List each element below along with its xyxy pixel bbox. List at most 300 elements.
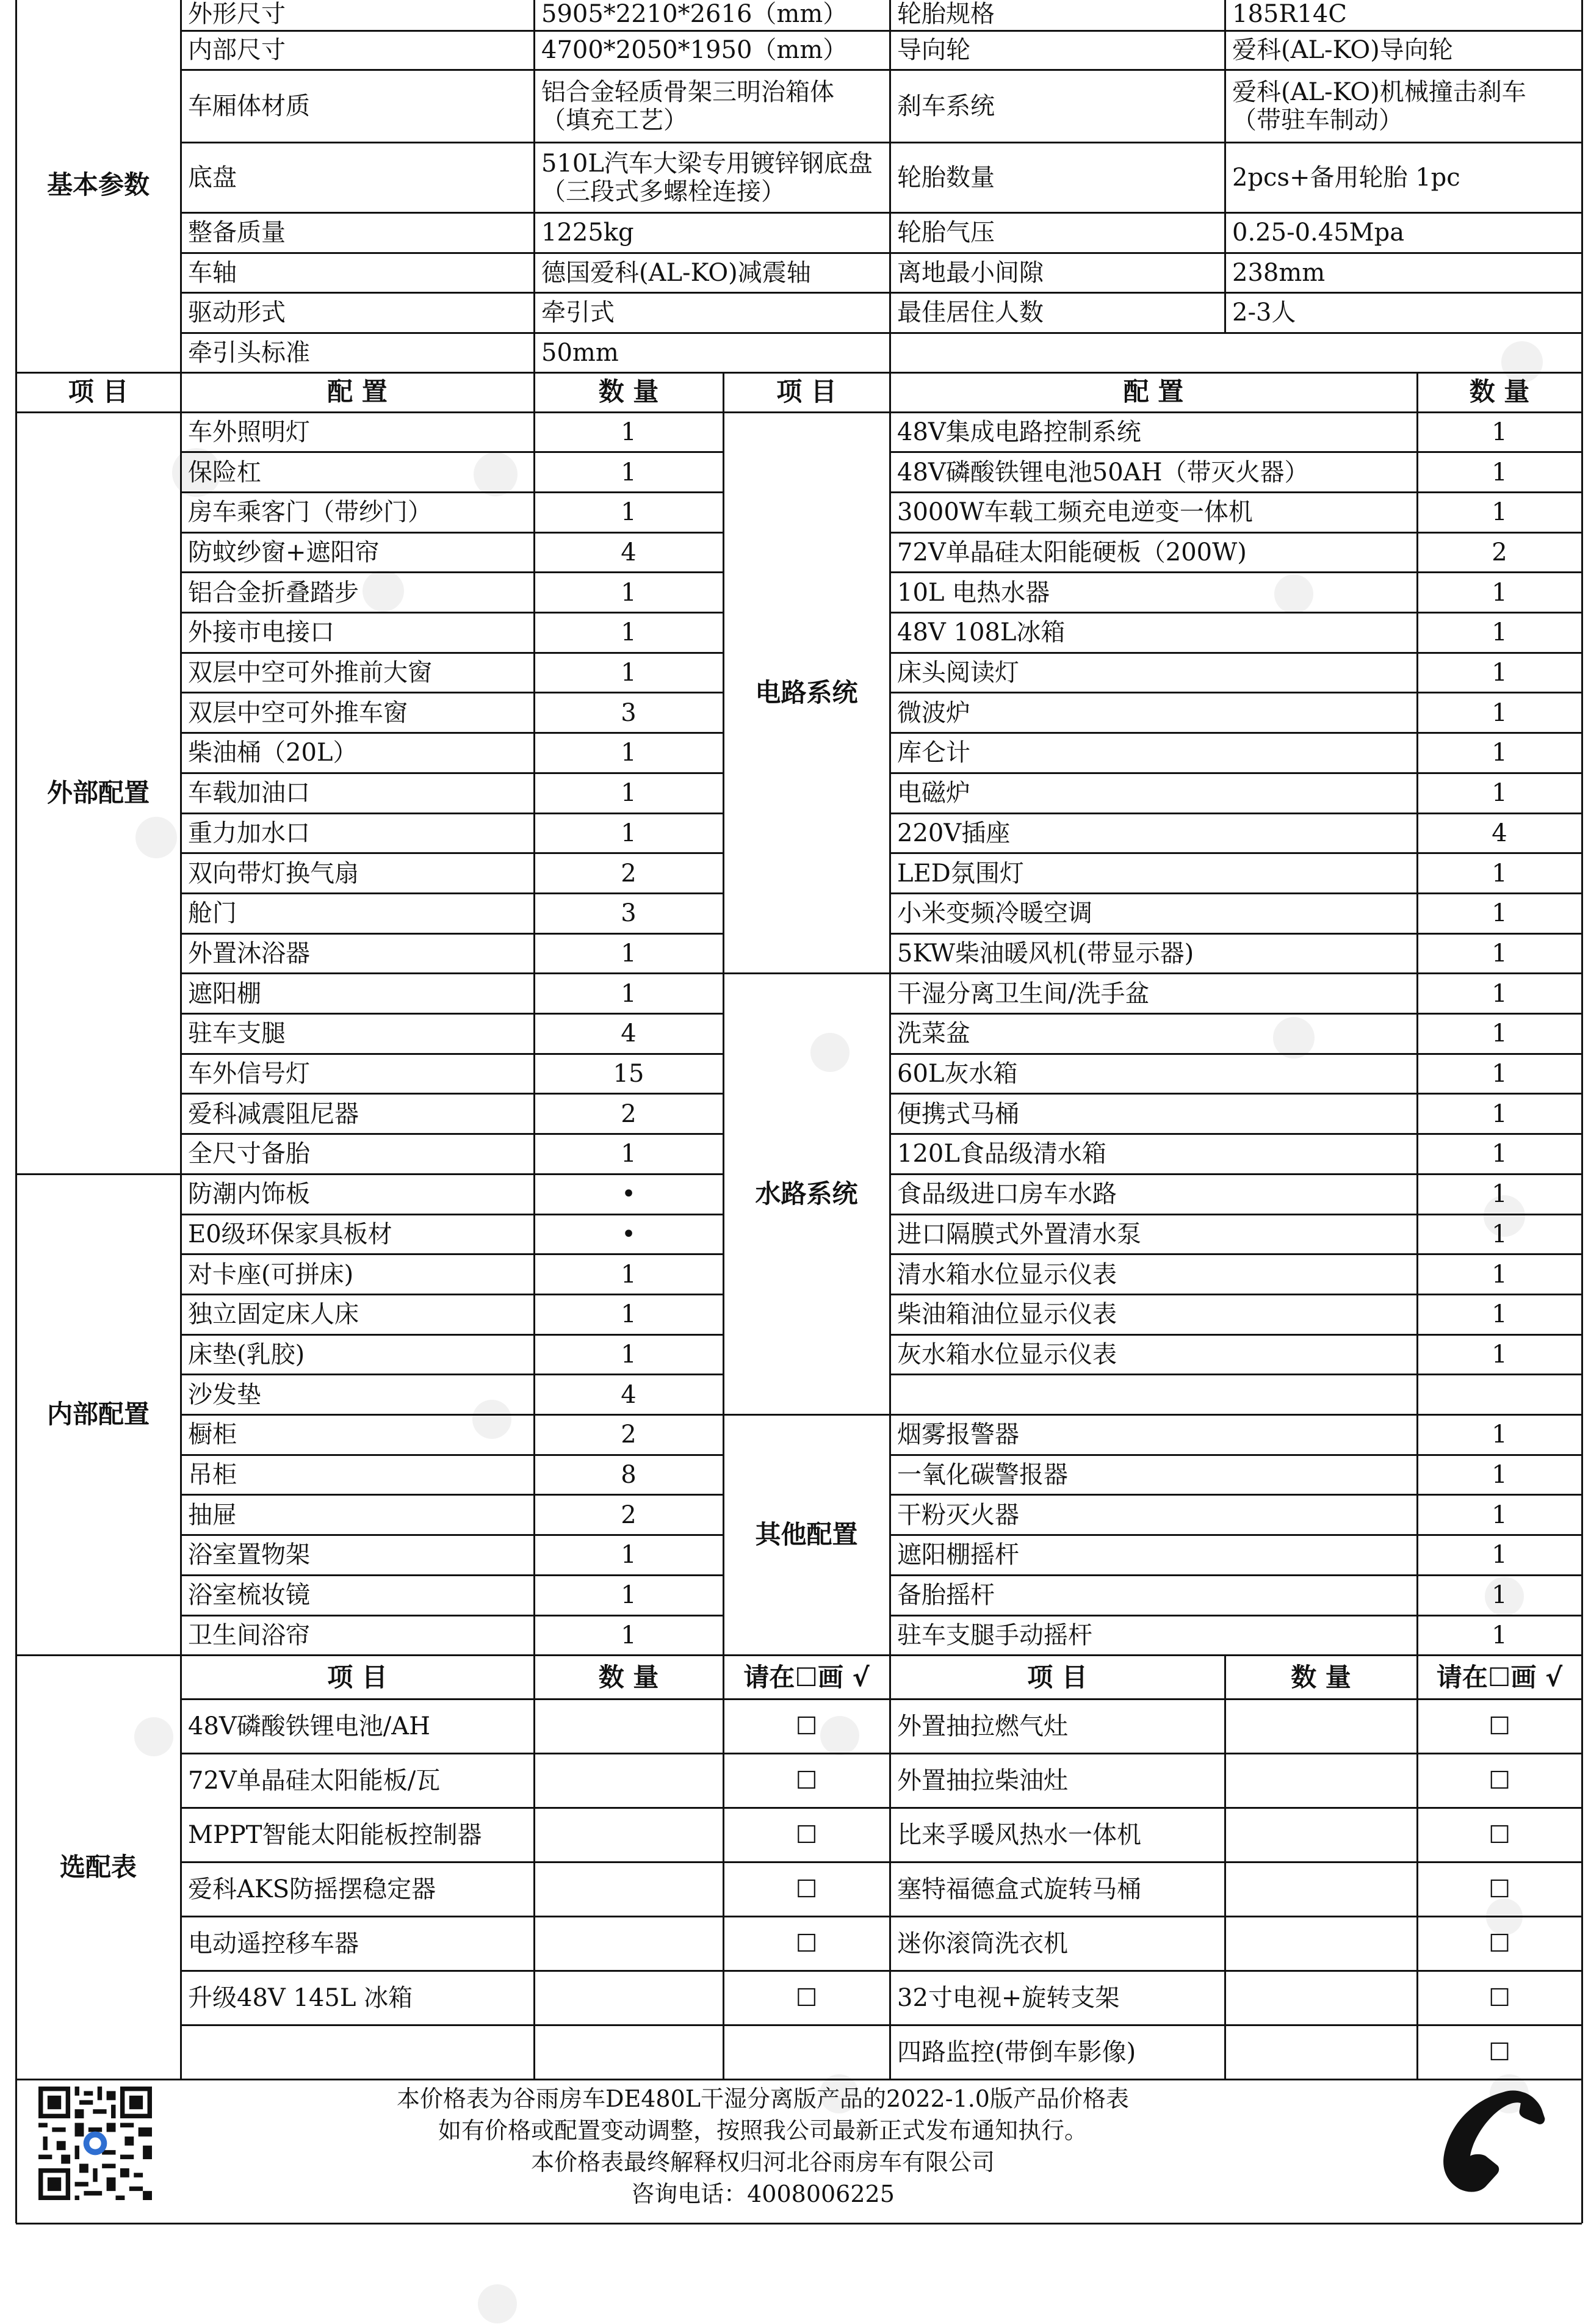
config-item-qty: 1 — [1492, 939, 1507, 968]
optional-checkbox: ☐ — [1488, 1930, 1510, 1958]
grid-line — [181, 892, 723, 894]
config-item-name: 外置沐浴器 — [188, 939, 310, 968]
grid-line — [181, 1214, 723, 1215]
config-item-qty: 8 — [621, 1461, 637, 1490]
config-item-qty: 1 — [621, 1300, 637, 1329]
config-item-qty: 4 — [621, 538, 637, 567]
grid-line — [181, 1013, 723, 1015]
config-item-qty: 1 — [621, 939, 637, 968]
grid-line — [181, 1574, 723, 1576]
grid-line — [181, 732, 723, 734]
optional-checkbox: ☐ — [795, 1821, 818, 1850]
config-item-name: 独立固定床人床 — [188, 1300, 359, 1329]
config-item-qty: 1 — [1492, 1421, 1507, 1449]
grid-line — [890, 1615, 1582, 1616]
grid-line — [890, 1053, 1582, 1055]
basic-param-value: 50mm — [541, 338, 619, 367]
grid-line — [15, 0, 17, 2223]
config-item-qty: 4 — [621, 1380, 637, 1409]
basic-param-value: 牵引式 — [541, 299, 615, 327]
config-item-name: 保险杠 — [188, 458, 261, 487]
config-item-name: 48V 108L冰箱 — [897, 618, 1066, 647]
column-header: 数 量 — [598, 377, 659, 407]
grid-line — [16, 2079, 1582, 2080]
basic-param-value: 铝合金轻质骨架三明治箱体 （填充工艺） — [541, 78, 834, 134]
grid-line — [890, 1534, 1582, 1536]
basic-param-label: 车轴 — [188, 258, 237, 287]
column-header: 项 目 — [68, 377, 129, 407]
config-item-name: E0级环保家具板材 — [188, 1220, 392, 1248]
config-item-name: 220V插座 — [897, 819, 1011, 847]
config-item-qty: 1 — [1492, 859, 1507, 888]
config-item-qty: 1 — [1492, 899, 1507, 928]
basic-param-label: 内部尺寸 — [188, 36, 286, 64]
optional-qty — [1225, 1862, 1417, 1917]
config-item-qty: 1 — [621, 418, 637, 446]
config-item-qty — [1417, 1375, 1582, 1415]
group-label: 水路系统 — [755, 1178, 858, 1209]
optional-qty — [1225, 1808, 1417, 1862]
grid-line — [890, 1133, 1582, 1135]
basic-param-label: 离地最小间隙 — [897, 258, 1044, 287]
grid-line — [181, 1133, 723, 1135]
config-item-name: 库仑计 — [897, 739, 970, 767]
config-item-name: 浴室置物架 — [188, 1541, 310, 1569]
optional-checkbox: ☐ — [1488, 1875, 1510, 1904]
config-item-qty: 1 — [1492, 1340, 1507, 1369]
optional-qty — [1225, 2025, 1417, 2080]
optional-item-name: 升级48V 145L 冰箱 — [188, 1984, 413, 2013]
config-item-name: 柴油箱油位显示仪表 — [897, 1300, 1117, 1329]
grid-line — [890, 451, 1582, 453]
basic-param-value: 4700*2050*1950（mm） — [541, 36, 848, 64]
config-item-qty: 1 — [1492, 618, 1507, 647]
phone-icon — [1434, 2088, 1550, 2198]
basic-param-value: 爱科(AL-KO)机械撞击刹车 （带驻车制动） — [1232, 78, 1526, 134]
config-item-qty: 1 — [1492, 1140, 1507, 1168]
config-item-name: 干粉灭火器 — [897, 1500, 1019, 1529]
config-item-qty: 1 — [1492, 1300, 1507, 1329]
basic-param-value: 0.25-0.45Mpa — [1232, 219, 1405, 247]
config-item-qty: • — [621, 1180, 636, 1209]
grid-line — [181, 772, 723, 774]
config-item-qty: 1 — [1492, 1500, 1507, 1529]
grid-line — [181, 1916, 1582, 1917]
group-label: 内部配置 — [46, 1399, 150, 1430]
grid-line — [181, 1861, 1582, 1863]
footer-phone: 咨询电话：4008006225 — [631, 2181, 895, 2207]
config-item-name: 全尺寸备胎 — [188, 1140, 310, 1168]
config-item-name: 5KW柴油暖风机(带显示器) — [897, 939, 1194, 968]
config-item-qty: 1 — [621, 819, 637, 847]
optional-checkbox: ☐ — [795, 1930, 818, 1958]
config-item-qty: 1 — [1492, 1180, 1507, 1209]
config-item-name: 卫生间浴帘 — [188, 1621, 310, 1649]
grid-line — [181, 252, 1582, 254]
grid-line — [181, 1807, 1582, 1809]
config-item-name — [890, 1375, 1417, 1415]
config-item-name: 备胎摇杆 — [897, 1581, 995, 1610]
config-item-qty: 1 — [1492, 578, 1507, 607]
config-item-name: 遮阳棚摇杆 — [897, 1541, 1019, 1569]
optional-column-header: 项 目 — [327, 1662, 388, 1692]
optional-checkbox: ☐ — [795, 1712, 818, 1741]
config-item-qty: 1 — [621, 1541, 637, 1569]
config-item-name: 48V集成电路控制系统 — [897, 418, 1141, 446]
basic-param-label: 最佳居住人数 — [897, 299, 1044, 327]
grid-line — [1224, 1656, 1226, 2080]
config-item-name: 干湿分离卫生间/洗手盆 — [897, 979, 1150, 1008]
optional-qty — [1225, 1917, 1417, 1971]
optional-qty — [1225, 1700, 1417, 1754]
optional-qty — [534, 1754, 723, 1808]
grid-line — [181, 852, 723, 854]
config-item-name: 对卡座(可拼床) — [188, 1260, 354, 1289]
grid-line — [889, 0, 891, 372]
config-item-qty: 1 — [1492, 1060, 1507, 1088]
config-item-name: 舱门 — [188, 899, 237, 928]
config-item-qty: 1 — [1492, 418, 1507, 446]
grid-line — [890, 852, 1582, 854]
optional-qty — [534, 1917, 723, 1971]
optional-item-name: 72V单晶硅太阳能板/瓦 — [188, 1767, 441, 1795]
grid-line — [890, 772, 1582, 774]
config-item-name: 48V磷酸铁锂电池50AH（带灭火器） — [897, 458, 1309, 487]
optional-item-name: 32寸电视+旋转支架 — [897, 1984, 1120, 2013]
config-item-qty: 1 — [1492, 659, 1507, 687]
grid-line — [181, 2024, 1582, 2026]
grid-line — [1416, 1656, 1418, 2080]
config-item-name: 72V单晶硅太阳能硬板（200W) — [897, 538, 1247, 567]
optional-item-name: 外置抽拉燃气灶 — [897, 1712, 1068, 1741]
config-item-name: 防蚊纱窗+遮阳帘 — [188, 538, 380, 567]
grid-line — [181, 69, 1582, 71]
config-item-name: 微波炉 — [897, 698, 970, 727]
optional-checkbox: ☐ — [1488, 1712, 1510, 1741]
optional-item-name: 外置抽拉柴油灶 — [897, 1767, 1068, 1795]
grid-line — [890, 1214, 1582, 1215]
config-item-qty: 1 — [621, 578, 637, 607]
config-item-qty: 3 — [621, 899, 637, 928]
config-item-name: 便携式马桶 — [897, 1099, 1019, 1128]
config-item-name: 一氧化碳警报器 — [897, 1461, 1068, 1490]
grid-line — [181, 1970, 1582, 1972]
config-item-qty: 15 — [613, 1060, 644, 1088]
config-item-name: 食品级进口房车水路 — [897, 1180, 1117, 1209]
grid-line — [181, 652, 723, 654]
optional-checkbox: ☐ — [795, 1875, 818, 1904]
config-item-name: 双层中空可外推前大窗 — [188, 659, 432, 687]
optional-checkbox: ☐ — [1488, 1821, 1510, 1850]
grid-line — [181, 1414, 723, 1416]
config-item-qty: 1 — [621, 1140, 637, 1168]
grid-line — [890, 1334, 1582, 1336]
optional-qty — [534, 1862, 723, 1917]
grid-line — [181, 142, 1582, 143]
grid-line — [723, 1654, 1582, 1656]
grid-line — [890, 612, 1582, 614]
config-item-qty: 1 — [1492, 1019, 1507, 1048]
grid-line — [181, 571, 723, 573]
column-header: 配 置 — [327, 377, 388, 407]
grid-line — [181, 212, 1582, 214]
optional-item-name: 爱科AKS防摇摆稳定器 — [188, 1875, 436, 1904]
optional-item-name: 四路监控(带倒车影像) — [897, 2038, 1136, 2067]
config-item-qty: 3 — [621, 698, 637, 727]
config-item-name: 遮阳棚 — [188, 979, 261, 1008]
grid-line — [181, 1494, 723, 1496]
optional-checkbox: ☐ — [795, 1984, 818, 2013]
section-label-basic: 基本参数 — [46, 169, 150, 200]
grid-line — [890, 491, 1582, 493]
optional-item-name — [181, 2025, 534, 2080]
config-item-qty: 1 — [1492, 739, 1507, 767]
grid-line — [181, 1753, 1582, 1754]
config-item-name: 车载加油口 — [188, 779, 310, 808]
optional-item-name: 塞特福德盒式旋转马桶 — [897, 1875, 1141, 1904]
config-item-qty: 1 — [621, 498, 637, 527]
config-item-qty: 1 — [1492, 1260, 1507, 1289]
grid-line — [181, 30, 1582, 32]
config-item-name: 浴室梳妆镜 — [188, 1581, 310, 1610]
config-item-qty: 1 — [1492, 1581, 1507, 1610]
optional-item-name: 迷你滚筒洗衣机 — [897, 1930, 1068, 1958]
config-item-qty: 1 — [1492, 698, 1507, 727]
config-item-qty: 2 — [621, 1421, 637, 1449]
grid-line — [180, 0, 182, 372]
config-item-qty: 2 — [621, 1099, 637, 1128]
optional-qty — [534, 2025, 723, 2080]
optional-checkbox: ☐ — [795, 1767, 818, 1795]
config-item-name: 进口隔膜式外置清水泵 — [897, 1220, 1141, 1248]
footer-line: 如有价格或配置变动调整，按照我公司最新正式发布通知执行。 — [438, 2117, 1088, 2144]
basic-param-label: 导向轮 — [897, 36, 970, 64]
footer-line: 本价格表为谷雨房车DE480L干湿分离版产品的2022-1.0版产品价格表 — [397, 2085, 1129, 2112]
config-item-name: 床头阅读灯 — [897, 659, 1019, 687]
config-item-qty: 1 — [621, 779, 637, 808]
grid-line — [890, 1454, 1582, 1456]
basic-param-label: 刹车系统 — [897, 92, 995, 120]
optional-item-name: MPPT智能太阳能板控制器 — [188, 1821, 482, 1850]
config-item-name: 双向带灯换气扇 — [188, 859, 359, 888]
grid-line — [181, 1253, 723, 1255]
footer-notice — [183, 2083, 1343, 2210]
grid-line — [890, 571, 1582, 573]
grid-line — [890, 1494, 1582, 1496]
group-label: 电路系统 — [755, 677, 858, 708]
config-item-qty: 2 — [621, 1500, 637, 1529]
basic-param-value — [1225, 333, 1582, 372]
grid-line — [890, 1294, 1582, 1295]
config-item-qty: 1 — [1492, 779, 1507, 808]
basic-param-label: 牵引头标准 — [188, 338, 310, 367]
config-item-name: 60L灰水箱 — [897, 1060, 1018, 1088]
config-item-name: 驻车支腿 — [188, 1019, 286, 1048]
config-item-name: 10L 电热水器 — [897, 578, 1050, 607]
config-item-name: 抽屉 — [188, 1500, 237, 1529]
optional-checkbox: ☐ — [1488, 1984, 1510, 2013]
config-item-qty: 1 — [621, 1260, 637, 1289]
grid-line — [16, 372, 1582, 374]
config-item-qty: 1 — [621, 618, 637, 647]
group-label: 其他配置 — [755, 1519, 858, 1550]
config-item-name: 铝合金折叠踏步 — [188, 578, 359, 607]
qr-code-icon — [29, 2087, 161, 2200]
config-item-name: 沙发垫 — [188, 1380, 261, 1409]
config-item-qty: 1 — [1492, 1621, 1507, 1649]
watermark-dot — [478, 2284, 517, 2323]
grid-line — [533, 0, 535, 372]
config-item-name: 双层中空可外推车窗 — [188, 698, 408, 727]
config-item-qty: 1 — [621, 458, 637, 487]
basic-param-label: 轮胎气压 — [897, 219, 995, 247]
grid-line — [181, 1698, 1582, 1700]
basic-param-value: 510L汽车大梁专用镀锌钢底盘 （三段式多螺栓连接） — [541, 149, 873, 206]
grid-line — [181, 1615, 723, 1616]
config-item-name: 吊柜 — [188, 1461, 237, 1490]
optional-item-name: 电动遥控移车器 — [188, 1930, 359, 1958]
optional-qty — [534, 1808, 723, 1862]
grid-line — [16, 411, 1582, 413]
basic-param-label: 外形尺寸 — [188, 0, 286, 28]
config-item-qty: 1 — [621, 1581, 637, 1610]
config-item-name: 重力加水口 — [188, 819, 310, 847]
optional-qty — [1225, 1971, 1417, 2025]
config-item-name: 床垫(乳胶) — [188, 1340, 305, 1369]
basic-param-value: 185R14C — [1232, 0, 1347, 28]
column-header: 项 目 — [776, 377, 837, 407]
config-item-qty: 1 — [621, 739, 637, 767]
config-item-name: 电磁炉 — [897, 779, 970, 808]
optional-column-header: 数 量 — [598, 1662, 659, 1692]
grid-line — [890, 1093, 1582, 1095]
optional-column-header: 数 量 — [1291, 1662, 1351, 1692]
group-label: 外部配置 — [46, 778, 150, 808]
config-item-name: LED氛围灯 — [897, 859, 1024, 888]
config-item-name: 清水箱水位显示仪表 — [897, 1260, 1117, 1289]
optional-checkbox: ☐ — [1488, 2038, 1510, 2067]
config-item-name: 车外照明灯 — [188, 418, 310, 446]
grid-line — [890, 732, 1582, 734]
grid-line — [889, 1656, 891, 2080]
grid-line — [890, 813, 1582, 814]
basic-param-value: 德国爱科(AL-KO)减震轴 — [541, 258, 811, 287]
config-item-name: 外接市电接口 — [188, 618, 334, 647]
optional-checkbox — [723, 2025, 890, 2080]
grid-line — [181, 292, 1582, 294]
grid-line — [181, 332, 1582, 334]
grid-line — [1224, 0, 1226, 333]
basic-param-label — [890, 333, 1225, 372]
config-item-qty: 1 — [621, 1340, 637, 1369]
grid-line — [181, 1053, 723, 1055]
config-item-qty: 4 — [621, 1019, 637, 1048]
column-header: 配 置 — [1123, 377, 1184, 407]
basic-param-label: 轮胎数量 — [897, 163, 995, 192]
basic-param-value: 2-3人 — [1232, 299, 1296, 327]
config-item-qty: 1 — [1492, 1541, 1507, 1569]
grid-line — [181, 1334, 723, 1336]
grid-line — [16, 1173, 723, 1175]
basic-param-label: 轮胎规格 — [897, 0, 995, 28]
grid-line — [723, 1656, 724, 2080]
basic-param-value: 238mm — [1232, 258, 1326, 287]
config-item-qty: 1 — [1492, 1099, 1507, 1128]
grid-line — [890, 692, 1582, 693]
config-item-name: 3000W车载工频充电逆变一体机 — [897, 498, 1253, 527]
grid-line — [181, 451, 723, 453]
config-item-name: 120L食品级清水箱 — [897, 1140, 1106, 1168]
config-item-name: 驻车支腿手动摇杆 — [897, 1621, 1092, 1649]
optional-item-name: 48V磷酸铁锂电池/AH — [188, 1712, 431, 1741]
optional-column-header: 请在☐画 √ — [743, 1662, 870, 1692]
grid-line — [16, 2223, 1582, 2224]
optional-item-name: 比来孚暖风热水一体机 — [897, 1821, 1141, 1850]
config-item-name: 小米变频冷暖空调 — [897, 899, 1092, 928]
optional-qty — [1225, 1754, 1417, 1808]
grid-line — [890, 933, 1582, 935]
grid-line — [181, 491, 723, 493]
grid-line — [181, 933, 723, 935]
config-item-name: 防潮内饰板 — [188, 1180, 310, 1209]
grid-line — [181, 1534, 723, 1536]
grid-line — [181, 532, 723, 534]
optional-column-header: 请在☐画 √ — [1436, 1662, 1563, 1692]
grid-line — [890, 652, 1582, 654]
basic-param-value: 5905*2210*2616（mm） — [541, 0, 848, 28]
grid-line — [890, 1574, 1582, 1576]
config-item-name: 车外信号灯 — [188, 1060, 310, 1088]
grid-line — [181, 1294, 723, 1295]
basic-param-label: 底盘 — [188, 163, 237, 192]
config-item-qty: 1 — [1492, 498, 1507, 527]
grid-line — [181, 1093, 723, 1095]
config-item-qty: 1 — [621, 979, 637, 1008]
grid-line — [890, 1013, 1582, 1015]
grid-line — [890, 1253, 1582, 1255]
config-item-qty: 1 — [621, 1621, 637, 1649]
config-item-qty: 4 — [1492, 819, 1507, 847]
config-item-name: 房车乘客门（带纱门） — [188, 498, 432, 527]
basic-param-label: 驱动形式 — [188, 299, 286, 327]
config-item-qty: 1 — [621, 659, 637, 687]
grid-line — [181, 1374, 723, 1375]
footer-line: 本价格表最终解释权归河北谷雨房车有限公司 — [530, 2149, 995, 2176]
config-item-qty: 1 — [1492, 1461, 1507, 1490]
grid-line — [533, 1656, 535, 2080]
grid-line — [181, 813, 723, 814]
grid-line — [16, 1654, 723, 1656]
config-item-name: 洗菜盆 — [897, 1019, 970, 1048]
basic-param-value: 2pcs+备用轮胎 1pc — [1232, 163, 1460, 192]
config-item-name: 烟雾报警器 — [897, 1421, 1019, 1449]
config-item-name: 灰水箱水位显示仪表 — [897, 1340, 1117, 1369]
config-item-qty: • — [621, 1220, 636, 1248]
basic-param-value: 爱科(AL-KO)导向轮 — [1232, 36, 1453, 64]
config-item-qty: 1 — [1492, 1220, 1507, 1248]
config-item-name: 橱柜 — [188, 1421, 237, 1449]
config-item-qty: 2 — [1492, 538, 1507, 567]
config-item-qty: 2 — [621, 859, 637, 888]
grid-line — [890, 1374, 1582, 1375]
basic-param-label: 整备质量 — [188, 219, 286, 247]
grid-line — [180, 1656, 182, 2080]
grid-line — [181, 692, 723, 693]
basic-param-value: 1225kg — [541, 219, 634, 247]
grid-line — [181, 1454, 723, 1456]
grid-line — [181, 972, 723, 974]
grid-line — [181, 612, 723, 614]
